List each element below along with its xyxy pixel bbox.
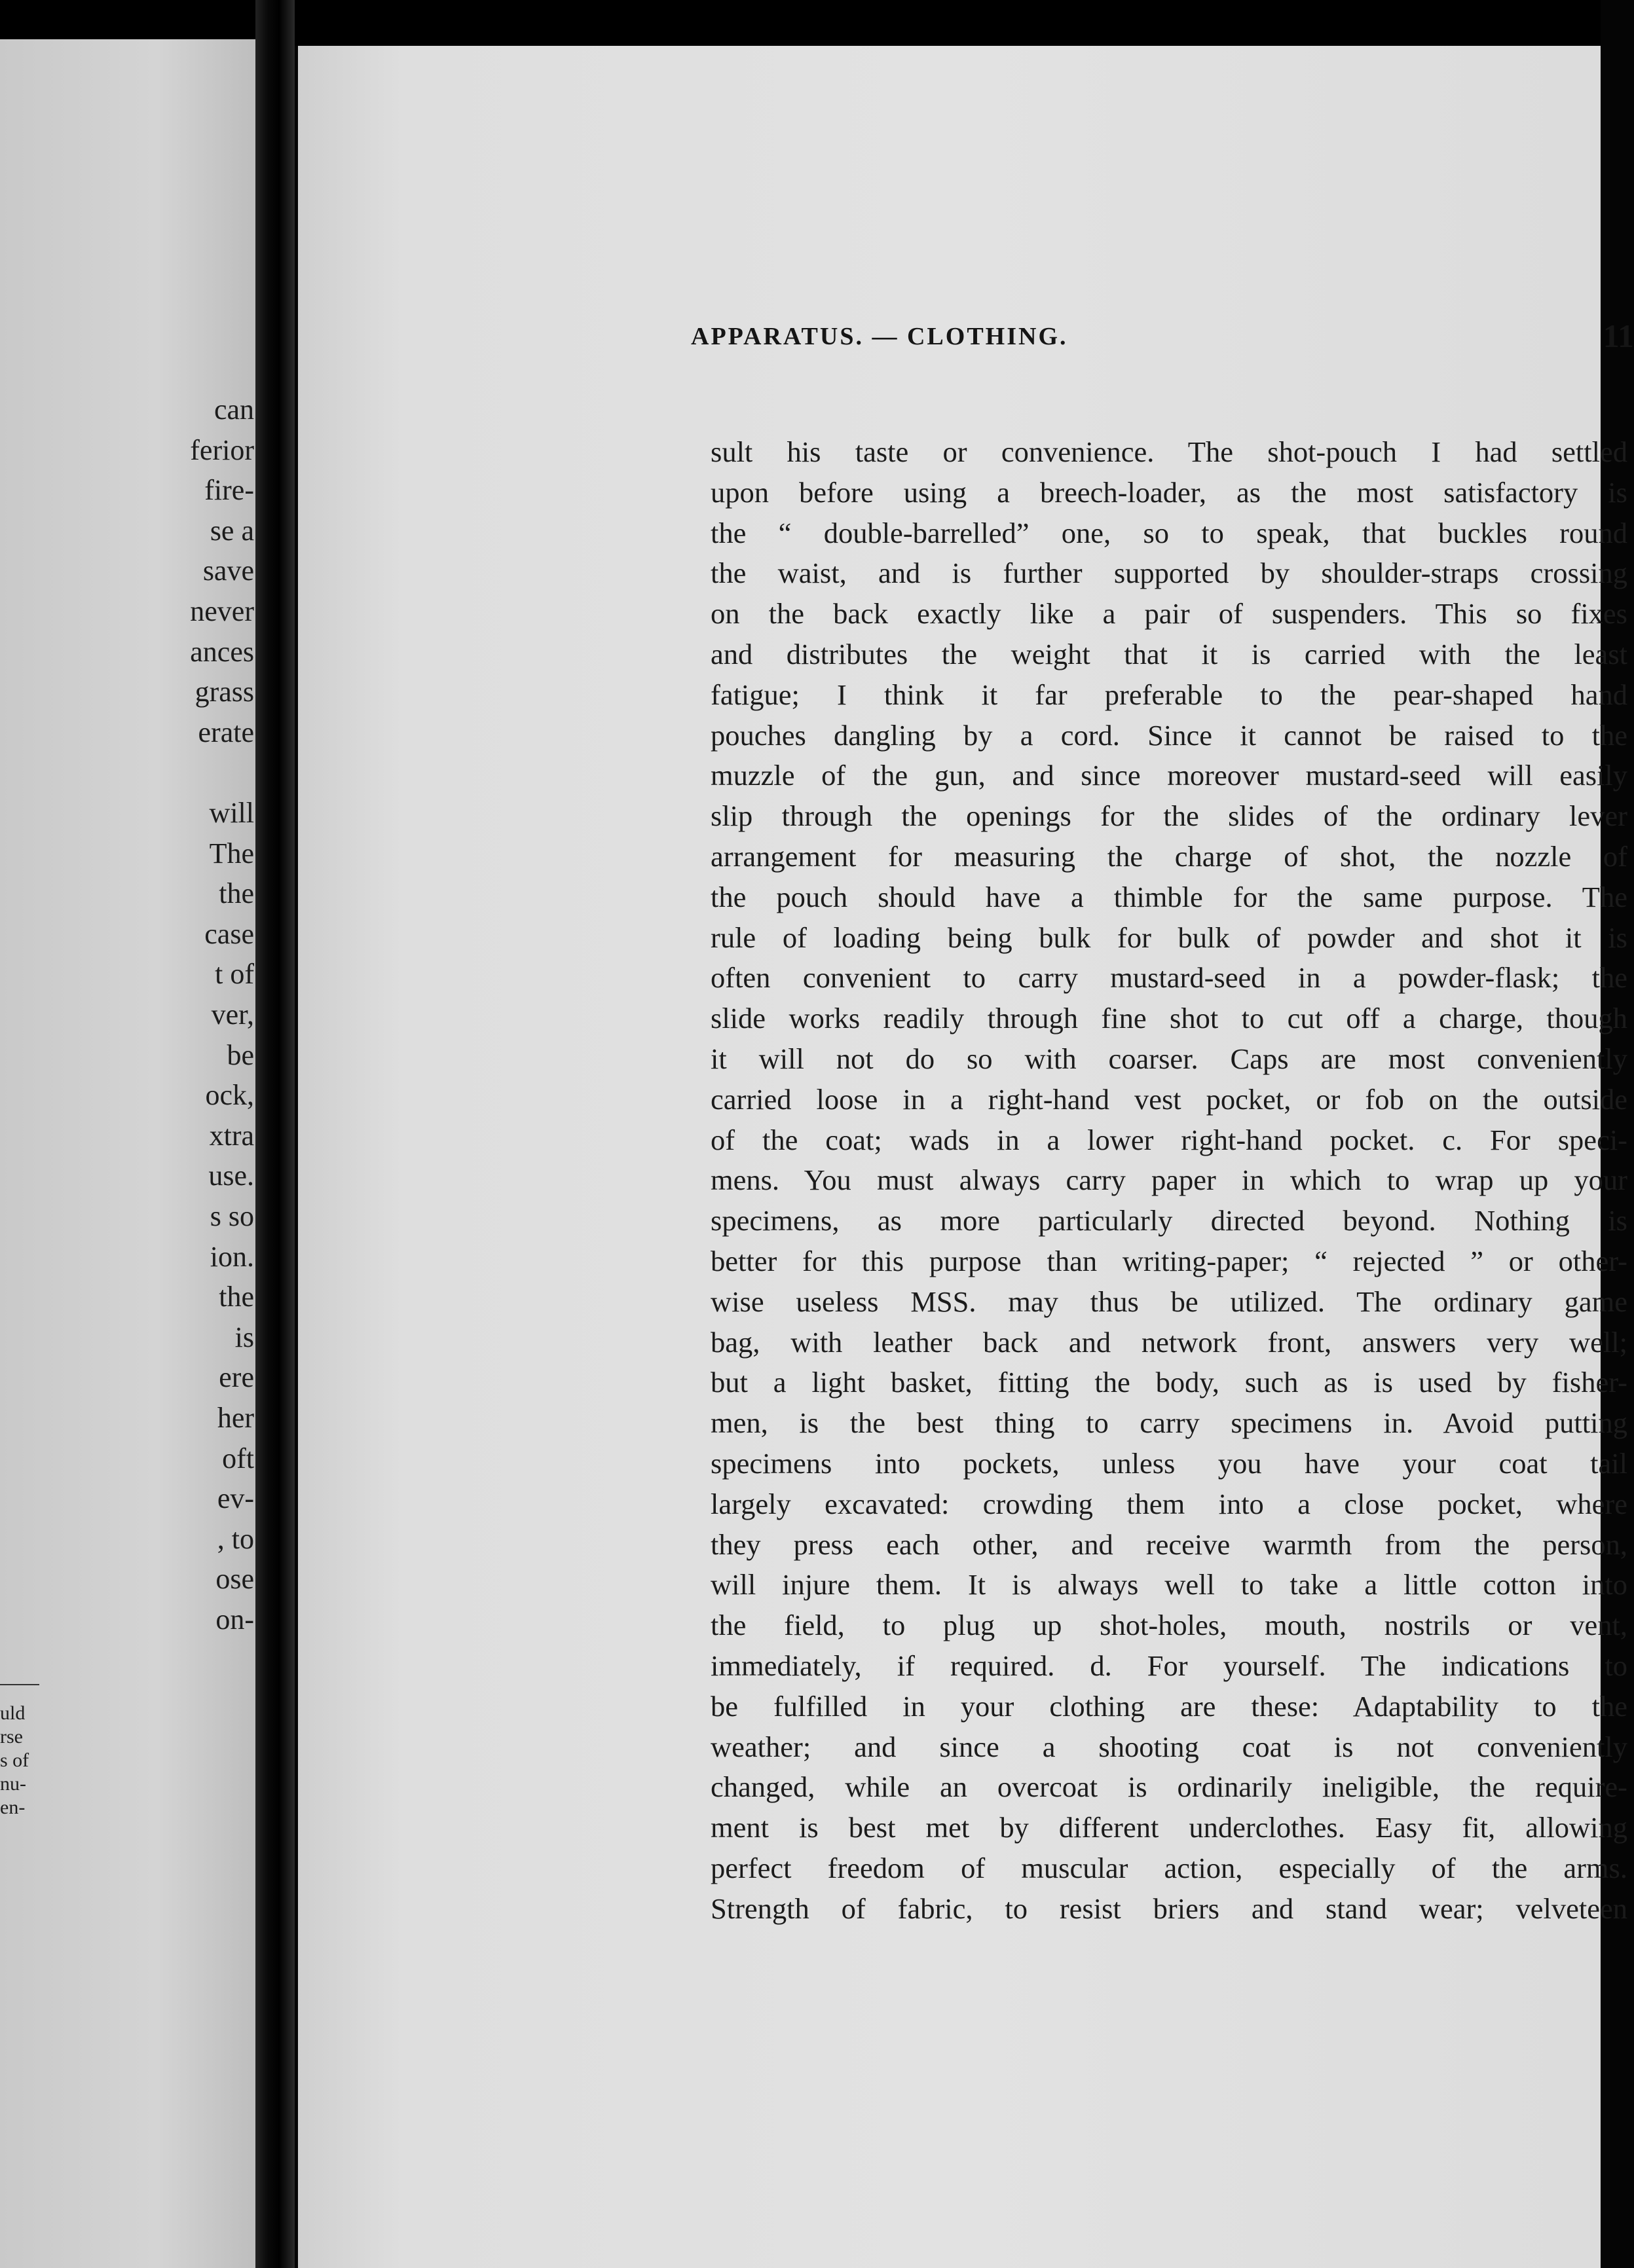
text-line: immediately, if required. d. For yourself. The indications to (711, 1649, 1627, 1682)
previous-page-line: s so (210, 1200, 254, 1232)
text-line: on the back exactly like a pair of suspenders. This so fixes (711, 597, 1627, 631)
previous-page-line: will (209, 797, 254, 829)
text-line: specimens into pockets, unless you have your coat tail (711, 1446, 1627, 1480)
text-line: the pouch should have a thimble for the same purpose. The (711, 880, 1627, 913)
previous-page-line: the (219, 877, 254, 910)
previous-page-line: , to (217, 1522, 254, 1555)
footnote-line: rse (0, 1726, 23, 1747)
previous-page-line: ion. (210, 1240, 254, 1273)
text-line: and distributes the weight that it is carried with the least (711, 637, 1627, 670)
previous-page-line: save (202, 555, 254, 587)
text-line: ment is best met by different underclothes. Easy fit, allowing (711, 1811, 1627, 1844)
text-line: they press each other, and receive warmth from the person, (711, 1527, 1627, 1561)
text-line: perfect freedom of muscular action, especially of the arms. (711, 1851, 1627, 1884)
previous-page-line: se a (210, 514, 254, 547)
text-line: largely excavated: crowding them into a close pocket, where (711, 1487, 1627, 1520)
text-line: the field, to plug up shot-holes, mouth, nostrils or vent, (711, 1609, 1627, 1642)
previous-page-line: grass (195, 676, 254, 708)
text-line: will injure them. It is always well to take a little cotton into (711, 1568, 1627, 1601)
footnote-line: uld (0, 1702, 26, 1724)
text-line: weather; and since a shooting coat is not conveniently (711, 1730, 1627, 1763)
text-line: sult his taste or convenience. The shot-pouch I had settled (711, 435, 1627, 468)
previous-page-line: ev- (217, 1482, 254, 1515)
text-line: changed, while an overcoat is ordinarily ineligible, the require- (711, 1770, 1627, 1804)
previous-page-line: on- (215, 1603, 254, 1636)
previous-page-line: t of (215, 958, 254, 991)
text-line: men, is the best thing to carry specimens in. Avoid putting (711, 1406, 1627, 1440)
text-line: rule of loading being bulk for bulk of powder and shot it is (711, 921, 1627, 954)
text-line: better for this purpose than writing-paper; “ rejected ” or other- (711, 1244, 1627, 1277)
previous-page-line: use. (208, 1160, 254, 1192)
text-line: upon before using a breech-loader, as the most satisfactory is (711, 475, 1627, 509)
text-line: be fulfilled in your clothing are these: Adaptability to the (711, 1689, 1627, 1723)
footnote-line: s of (0, 1749, 29, 1771)
text-line: often convenient to carry mustard-seed in a powder-flask; the (711, 961, 1627, 995)
previous-page-line: the (219, 1281, 254, 1313)
previous-page-line: be (227, 1038, 254, 1071)
text-line: arrangement for measuring the charge of shot, the nozzle of (711, 839, 1627, 873)
previous-page-line: xtra (209, 1119, 254, 1152)
text-line: carried loose in a right-hand vest pocket, or fob on the outside (711, 1082, 1627, 1116)
footnote-rule (0, 1684, 39, 1685)
book-gutter (255, 0, 295, 2268)
previous-page-fragment (0, 39, 262, 2268)
previous-page-line: fire- (204, 474, 254, 507)
previous-page-line: erate (198, 716, 254, 748)
text-line: specimens, as more particularly directed beyond. Nothing is (711, 1204, 1627, 1237)
previous-page-line: ock, (205, 1079, 254, 1112)
text-line: slip through the openings for the slides of the ordinary lever (711, 799, 1627, 833)
text-line: bag, with leather back and network front, answers very well; (711, 1325, 1627, 1359)
header-title: APPARATUS. — CLOTHING. (691, 323, 1068, 350)
previous-page-line: ances (190, 635, 254, 668)
previous-page-line: never (190, 595, 254, 627)
previous-page-line: ver, (211, 998, 254, 1031)
text-line: of the coat; wads in a lower right-hand pocket. c. For speci- (711, 1123, 1627, 1156)
text-line: fatigue; I think it far preferable to the pear-shaped hand (711, 678, 1627, 711)
text-line: the “ double-barrelled” one, so to speak, that buckles round (711, 516, 1627, 549)
previous-page-line: case (204, 917, 254, 950)
text-line: but a light basket, fitting the body, such as is used by fisher- (711, 1366, 1627, 1399)
text-line: Strength of fabric, to resist briers and stand wear; velveteen (711, 1892, 1627, 1925)
previous-page-line: ferior (190, 433, 254, 466)
running-header (691, 317, 1634, 356)
text-line: pouches dangling by a cord. Since it cannot be raised to the (711, 718, 1627, 752)
footnote-line: nu- (0, 1773, 26, 1795)
previous-page-line: The (209, 837, 254, 869)
previous-page-line: can (214, 393, 254, 426)
page (298, 46, 1634, 2268)
page-number: 11 (1603, 318, 1634, 354)
footnote-line: en- (0, 1797, 26, 1818)
text-line: it will not do so with coarser. Caps are most conveniently (711, 1042, 1627, 1075)
body-paragraph (711, 432, 1627, 1929)
previous-page-line: her (217, 1402, 254, 1434)
text-line: muzzle of the gun, and since moreover mustard-seed will easily (711, 759, 1627, 792)
previous-page-line: ose (215, 1563, 254, 1596)
previous-page-line: oft (222, 1442, 254, 1474)
text-line: wise useless MSS. may thus be utilized. The ordinary game (711, 1285, 1627, 1318)
text-line: the waist, and is further supported by shoulder-straps crossing (711, 557, 1627, 590)
text-line: slide works readily through fine shot to cut off a charge, though (711, 1002, 1627, 1035)
text-line: mens. You must always carry paper in which to wrap up your (711, 1163, 1627, 1197)
previous-page-line: ere (219, 1361, 254, 1394)
previous-page-line: is (234, 1321, 254, 1353)
